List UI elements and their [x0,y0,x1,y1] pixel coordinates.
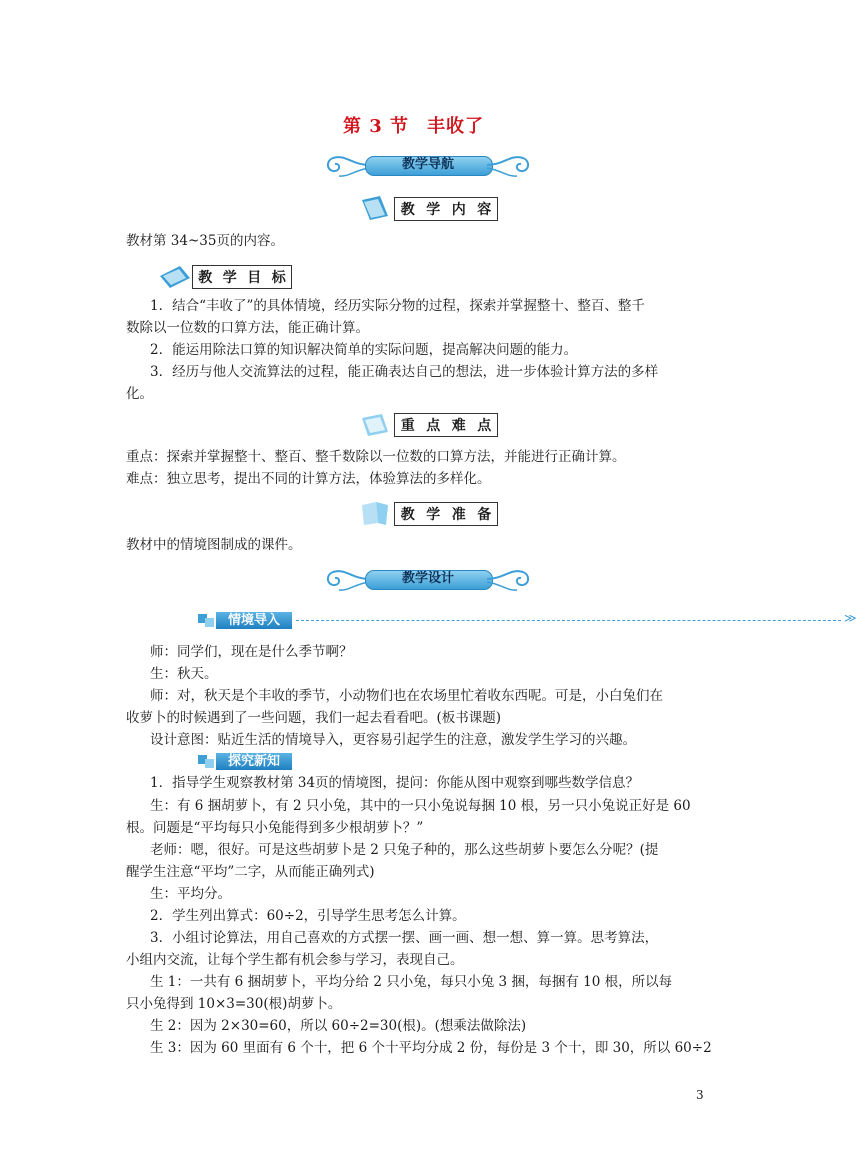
banner-teaching-nav [323,150,533,180]
page-number: 3 [696,1088,704,1102]
section-label-char: 教 [400,202,415,218]
section-label-char: 点 [477,418,492,434]
section-teaching-goals [158,262,292,290]
double-arrow-icon: ≫ [844,611,857,625]
intro-line: 收萝卜的时候遇到了一些问题，我们一起去看看吧。(板书课题) [126,710,502,726]
explore-line: 生 1：一共有 6 捆胡萝卜，平均分给 2 只小兔，每只小兔 3 捆，每捆有 10 根，所以每 [150,974,673,990]
explore-line: 只小兔得到 10×3=30(根)胡萝卜。 [126,996,342,1012]
section-label-char: 准 [451,507,466,523]
banner-text: 教学导航 [401,157,454,172]
banner-teaching-design [323,564,533,594]
section-label-char: 学 [426,507,441,523]
explore-line: 生：有 6 捆胡萝卜，有 2 只小兔，其中的一只小兔说每捆 10 根，另一只小兔说正好是 60 [150,798,691,814]
banner-text: 教学设计 [401,571,454,586]
goals-line: 2．能运用除法口算的知识解决简单的实际问题，提高解决问题的能力。 [150,342,578,358]
section-teaching-content [358,194,498,222]
explore-line: 2．学生列出算式：60÷2，引导学生思考怎么计算。 [150,908,466,924]
book-icon [158,262,192,290]
cube-icon [196,610,218,630]
keypoints-line: 重点：探索并掌握整十、整百、整千数除以一位数的口算方法，并能进行正确计算。 [126,449,626,465]
intro-line: 师：同学们，现在是什么季节啊？ [150,644,353,660]
section-label-char: 内 [451,202,466,218]
explore-line: 1．指导学生观察教材第 34页的情境图，提问：你能从图中观察到哪些数学信息？ [150,775,640,791]
intro-line: 生：秋天。 [150,666,218,682]
explore-line: 3．小组讨论算法，用自己喜欢的方式摆一摆、画一画、想一想、算一算。思考算法， [150,930,659,946]
swirl-left-icon [323,150,371,180]
cube-icon [196,751,218,771]
page-title [0,112,827,138]
section-label-char: 备 [477,507,492,523]
section-label-char: 容 [477,202,492,218]
swirl-left-icon [323,564,371,594]
explore-line: 生 2：因为 2×30=60，所以 60÷2=30(根)。(想乘法做除法) [150,1018,527,1034]
section-label-char: 教 [400,507,415,523]
section-label-char: 标 [271,270,286,286]
tag-label: 探究新知 [216,753,292,770]
section-key-points [358,410,498,438]
tag-label: 情境导入 [216,612,292,629]
explore-line: 生 3：因为 60 里面有 6 个十，把 6 个十平均分成 2 份，每份是 3 个十，即 30，所以 60÷2 [150,1040,712,1056]
title-prefix: 第 3 节 [342,116,410,137]
tag-situation-intro [196,610,866,630]
title-main: 丰收了 [427,116,485,137]
section-teaching-prep [358,499,498,527]
book-icon [358,499,392,527]
tag-explore-new [196,751,316,771]
section-label-char: 点 [426,418,441,434]
section-label-char: 教 [198,270,213,286]
explore-line: 醒学生注意“平均”二字，从而能正确列式) [126,864,375,880]
explore-line: 小组内交流，让每个学生都有机会参与学习，表现自己。 [126,952,464,968]
goals-line: 3．经历与他人交流算法的过程，能正确表达自己的想法，进一步体验计算方法的多样 [150,364,659,380]
goals-line: 数除以一位数的口算方法，能正确计算。 [126,320,369,336]
book-icon [358,194,392,222]
content-text: 教材第 34~35页的内容。 [126,233,284,249]
keypoints-line: 难点：独立思考，提出不同的计算方法，体验算法的多样化。 [126,471,491,487]
section-label-char: 学 [222,270,237,286]
swirl-right-icon [485,564,533,594]
section-label-char: 难 [451,418,466,434]
prep-text: 教材中的情境图制成的课件。 [126,537,302,553]
section-label-char: 重 [400,418,415,434]
goals-line: 1．结合“丰收了”的具体情境，经历实际分物的过程，探索并掌握整十、整百、整千 [150,298,645,314]
section-label-char: 目 [247,270,262,286]
goals-line: 化。 [126,386,153,402]
explore-line: 生：平均分。 [150,886,231,902]
explore-line: 老师：嗯，很好。可是这些胡萝卜是 2 只兔子种的，那么这些胡萝卜要怎么分呢？(提 [150,842,659,858]
intro-line: 师：对，秋天是个丰收的季节，小动物们也在农场里忙着收东西呢。可是，小白兔们在 [150,688,663,704]
explore-line: 根。问题是“平均每只小兔能得到多少根胡萝卜？” [126,820,424,836]
intro-line: 设计意图：贴近生活的情境导入，更容易引起学生的注意，激发学生学习的兴趣。 [150,732,636,748]
book-icon [358,410,392,438]
section-label-char: 学 [426,202,441,218]
swirl-right-icon [485,150,533,180]
